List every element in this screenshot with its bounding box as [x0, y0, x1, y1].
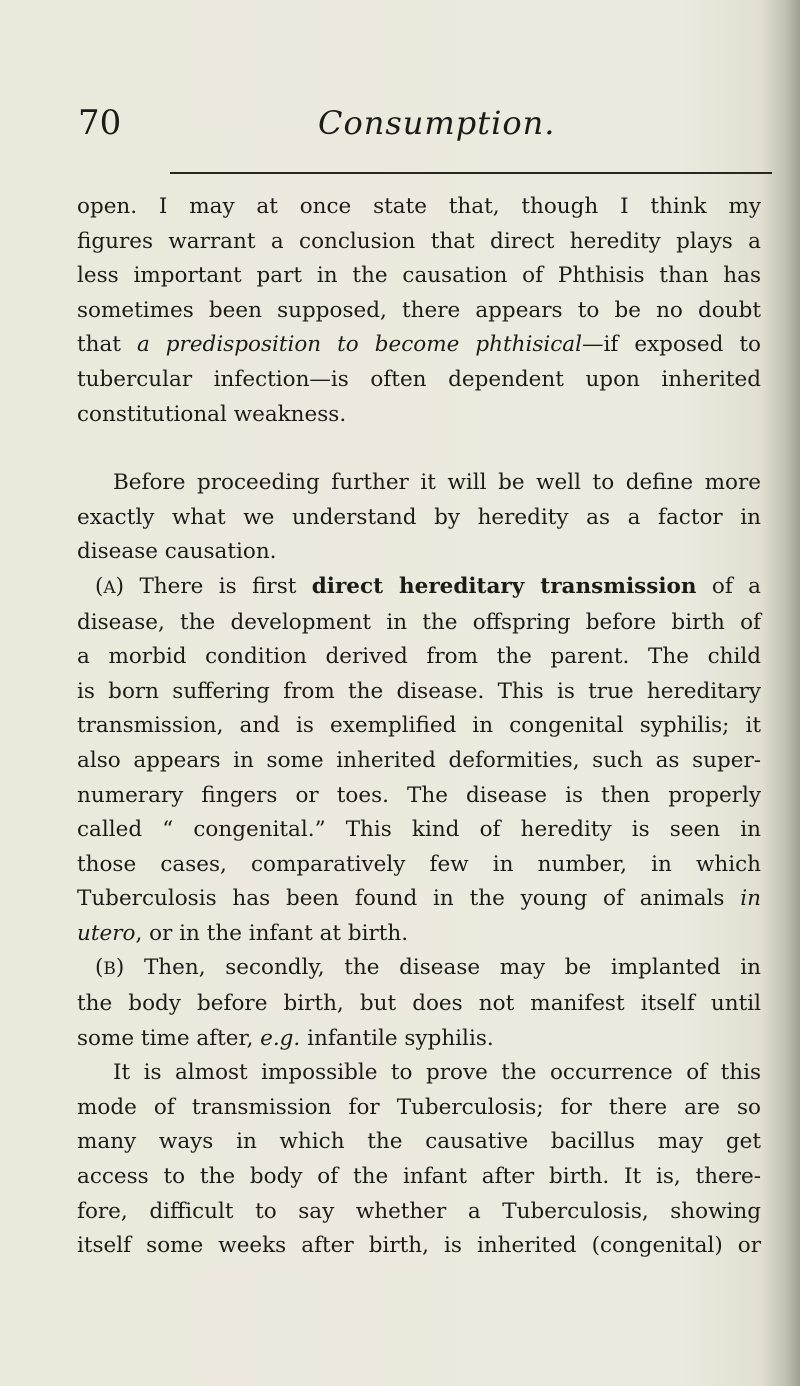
page-edge-shadow: [762, 0, 800, 1386]
running-head: Consumption.: [318, 104, 556, 142]
text-line: mode of transmission for Tuberculosis; for there are so: [77, 1094, 761, 1120]
text-line: less important part in the causation of Phthisis than has: [77, 263, 761, 289]
paragraph-3: [77, 570, 761, 952]
text-line: access to the body of the infant after birth. It is, there-: [77, 1164, 761, 1190]
text-line: exactly what we understand by heredity as a factor in: [77, 504, 761, 530]
text-run: (: [95, 573, 104, 599]
text-line: open. I may at once state that, though I think my: [77, 194, 761, 219]
text-line: figures warrant a conclusion that direct heredity plays a: [77, 228, 761, 254]
text-run: of a: [696, 573, 761, 599]
italic-phrase: a predisposition to become phthisical: [136, 332, 582, 358]
text-line: tubercular infection—is often dependent upon inherited: [77, 366, 761, 392]
italic-phrase: in: [740, 886, 761, 912]
paragraph-1: [77, 190, 761, 432]
text-line: It is almost impossible to prove the occurrence of this: [113, 1060, 761, 1086]
text-line: disease, the development in the offspring before birth of: [77, 609, 761, 635]
list-letter: A: [103, 577, 116, 598]
text-line: is born suffering from the disease. This is true hereditary: [77, 678, 761, 704]
text-run: Tuberculosis has been found in the young of animals: [77, 886, 741, 912]
text-line: those cases, comparatively few in number, in which: [77, 851, 761, 877]
page-number: 70: [78, 103, 122, 143]
text-line: Before proceeding further it will be well to define more: [113, 470, 761, 496]
text-line: fore, difficult to say whether a Tuberculosis, showing: [77, 1198, 761, 1224]
text-line: numerary fingers or toes. The disease is then properly: [77, 782, 761, 808]
text-line: itself some weeks after birth, is inherited (congenital) or: [77, 1233, 761, 1259]
text-run: (: [95, 955, 104, 981]
text-line: constitutional weakness.: [77, 401, 347, 427]
text-line: [77, 882, 761, 917]
text-run: that: [77, 332, 137, 358]
text-line: also appears in some inherited deformities, such as super-: [77, 747, 761, 773]
text-run: ) There is first: [115, 573, 312, 599]
paragraph-4: [77, 951, 761, 1056]
body-text: [77, 190, 761, 1264]
bold-phrase: direct hereditary transmission: [311, 573, 697, 599]
text-line: sometimes been supposed, there appears to be no doubt: [77, 297, 761, 323]
text-line: [77, 917, 761, 952]
text-run: some time after,: [77, 1025, 261, 1051]
text-line: a morbid condition derived from the parent. The child: [77, 644, 761, 670]
page-header: [78, 103, 758, 163]
text-run: ) Then, secondly, the disease may be implanted in: [115, 955, 761, 981]
text-line: [77, 328, 761, 363]
italic-phrase: e.g.: [260, 1025, 301, 1051]
text-line: transmission, and is exemplified in congenital syphilis; it: [77, 713, 761, 739]
text-line: [77, 570, 761, 606]
paragraph-2: [77, 466, 761, 570]
header-rule: [170, 172, 772, 174]
text-run: —if exposed to: [581, 332, 761, 358]
text-line: called “ congenital.” This kind of heredity is seen in: [77, 817, 761, 843]
text-run: infantile syphilis.: [300, 1025, 494, 1051]
text-line: disease causation.: [77, 539, 277, 565]
list-letter: B: [103, 959, 116, 980]
paragraph-5: [77, 1056, 761, 1264]
text-line: many ways in which the causative bacillus may get: [77, 1129, 761, 1155]
italic-phrase: utero: [77, 920, 136, 946]
text-line: [77, 1022, 761, 1057]
text-line: [77, 951, 761, 987]
text-run: , or in the infant at birth.: [135, 920, 409, 946]
text-line: the body before birth, but does not manifest itself until: [77, 991, 761, 1017]
